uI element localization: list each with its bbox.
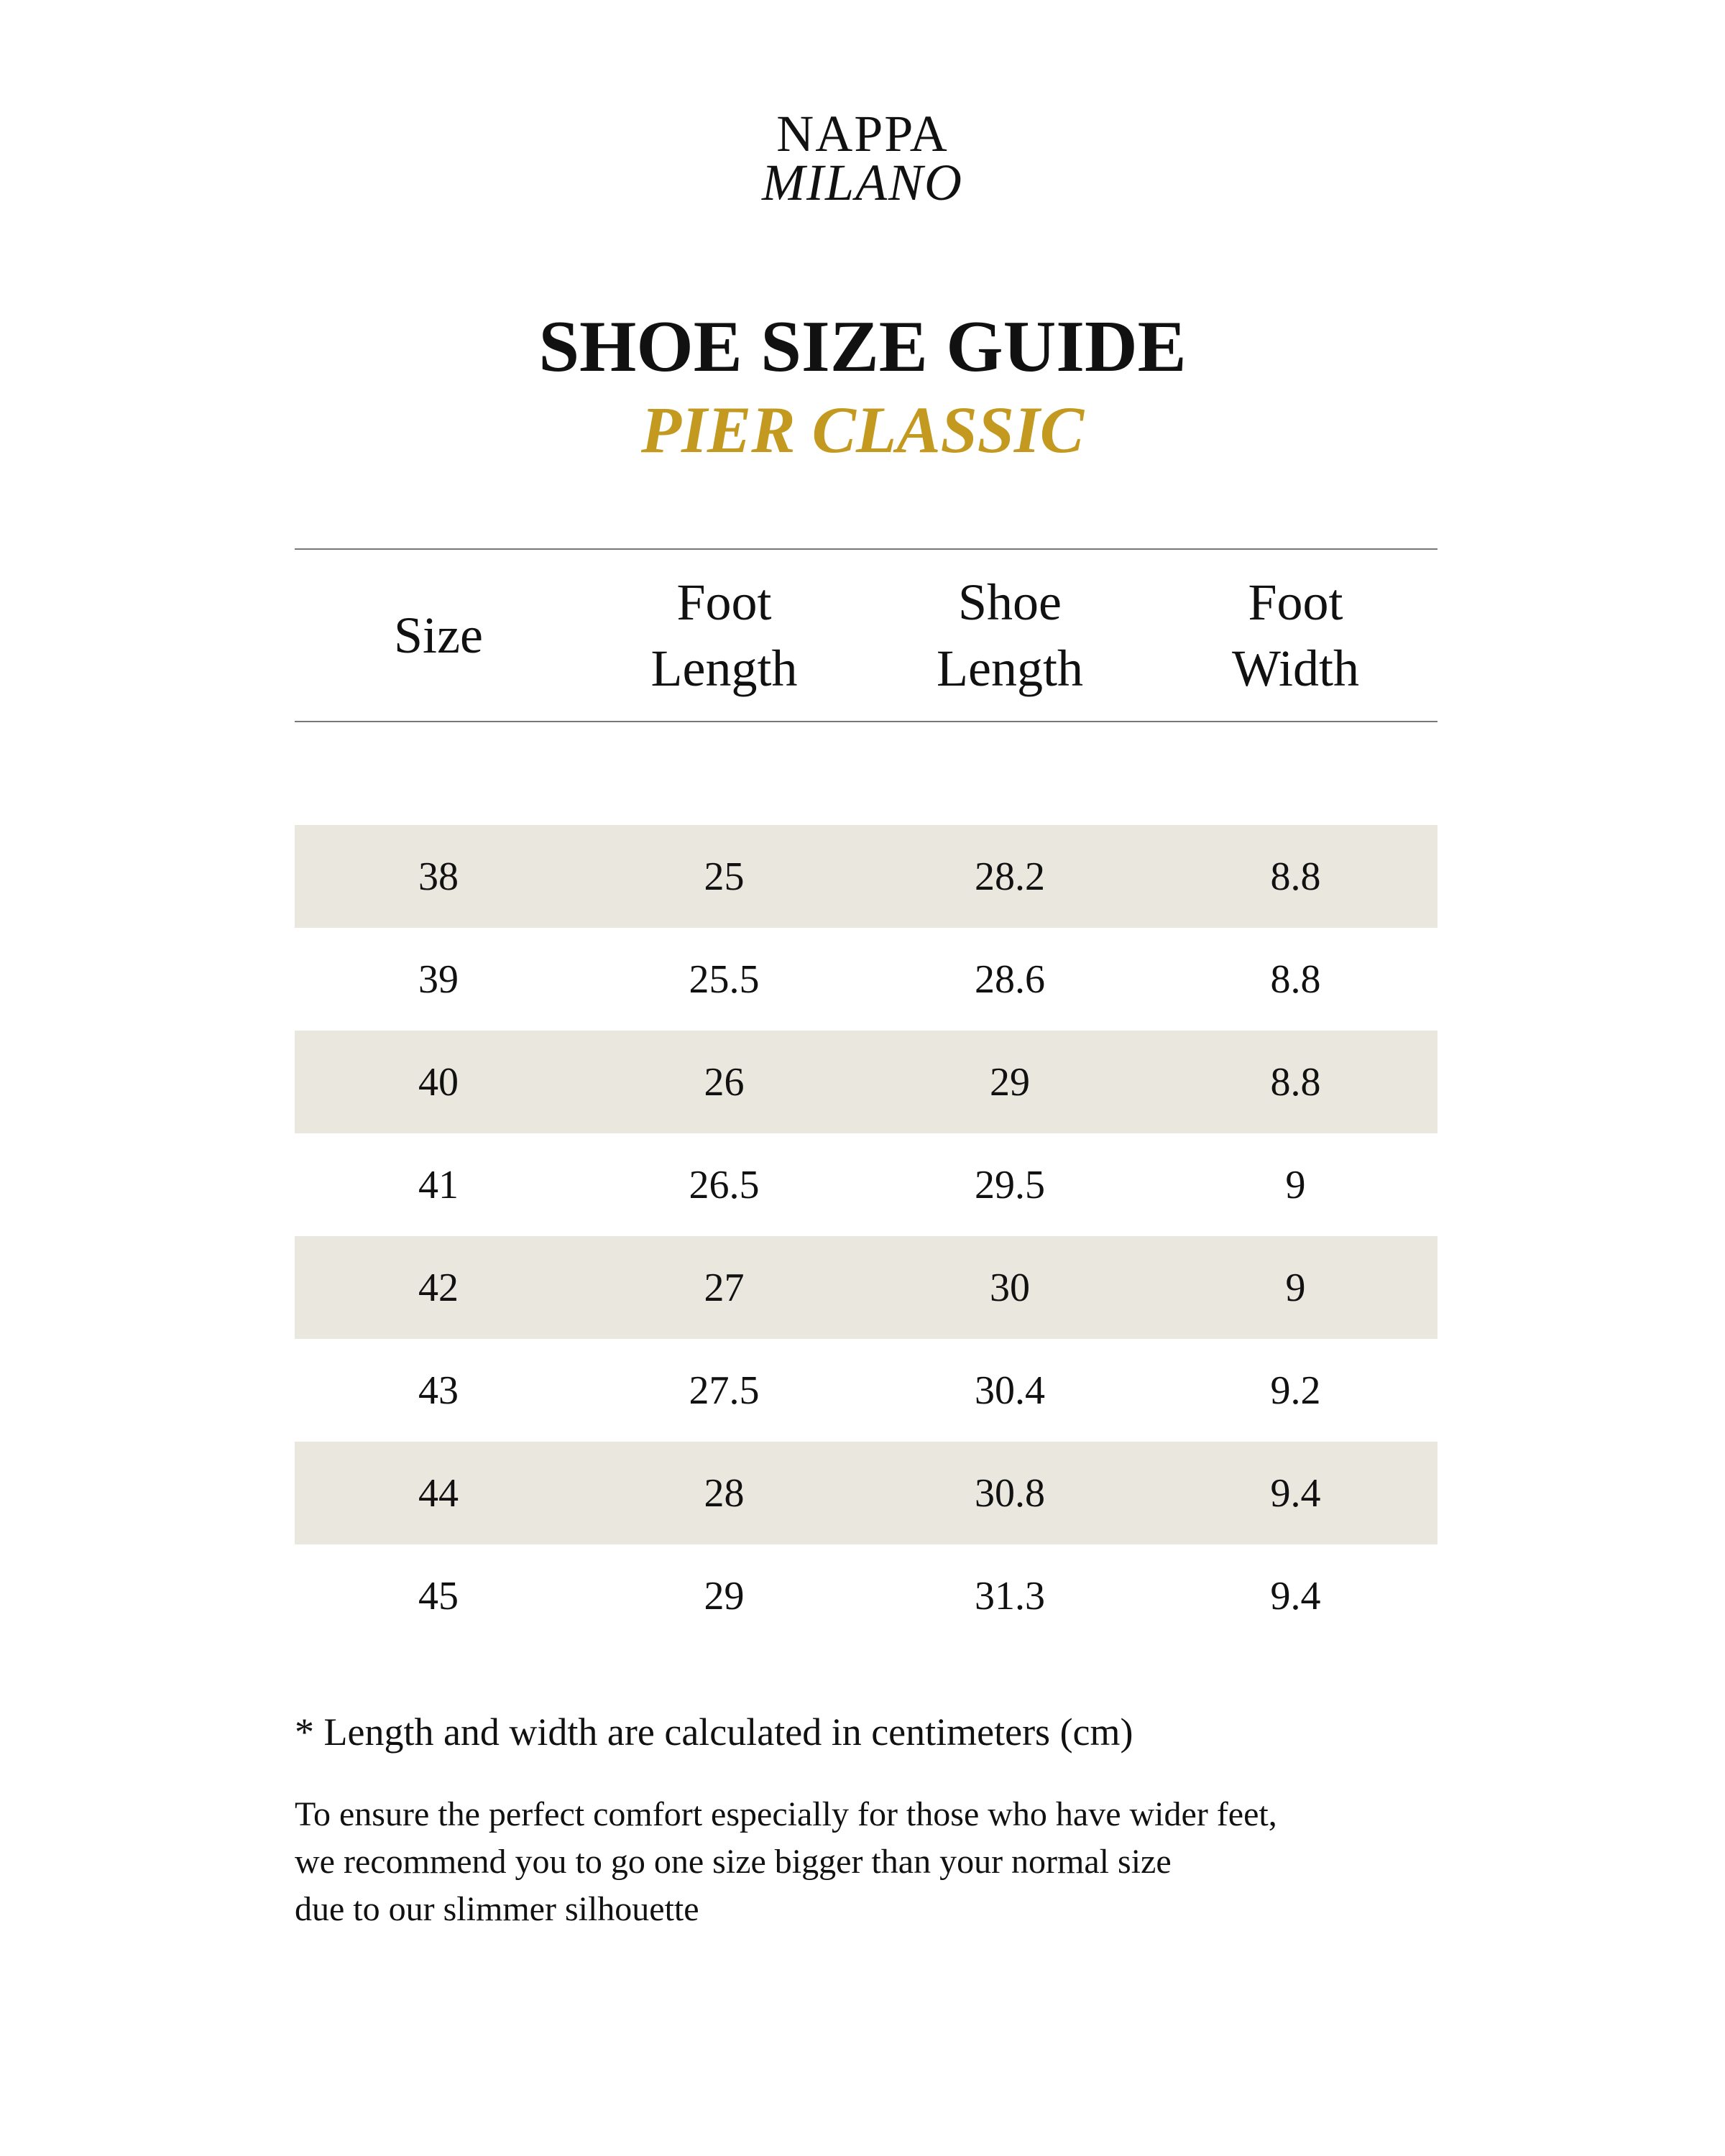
cell-foot-length: 26.5 xyxy=(689,1162,760,1207)
sizing-advice xyxy=(295,1791,1277,1933)
cell-size: 43 xyxy=(418,1368,459,1413)
cell-shoe-length: 28.6 xyxy=(975,957,1045,1002)
cell-foot-length: 29 xyxy=(704,1573,745,1618)
cell-shoe-length: 31.3 xyxy=(975,1573,1045,1618)
brand-city: MILANO xyxy=(762,154,963,211)
units-note: * Length and width are calculated in centimeters (cm) xyxy=(295,1710,1133,1754)
advice-line: To ensure the perfect comfort especially for those who have wider feet, xyxy=(295,1795,1277,1833)
header-foot-length-label: Foot Length xyxy=(650,573,798,697)
table-row xyxy=(295,1339,1438,1442)
cell-size: 42 xyxy=(418,1265,459,1310)
cell-foot-width: 8.8 xyxy=(1270,1059,1321,1105)
table-row xyxy=(295,928,1438,1031)
cell-size: 39 xyxy=(418,957,459,1002)
cell-foot-length: 25.5 xyxy=(689,957,760,1002)
advice-line: due to our slimmer silhouette xyxy=(295,1890,699,1928)
cell-foot-width: 9 xyxy=(1285,1162,1306,1207)
cell-foot-width: 9.2 xyxy=(1270,1368,1321,1413)
table-row xyxy=(295,1031,1438,1133)
cell-shoe-length: 30.8 xyxy=(975,1470,1045,1516)
header-foot-width xyxy=(1154,550,1438,721)
cell-size: 40 xyxy=(418,1059,459,1105)
product-subtitle: PIER CLASSIC xyxy=(640,393,1085,466)
cell-size: 41 xyxy=(418,1162,459,1207)
table-row xyxy=(295,1133,1438,1236)
cell-shoe-length: 28.2 xyxy=(975,854,1045,899)
size-table-body xyxy=(295,825,1438,1647)
page-title: SHOE SIZE GUIDE xyxy=(538,306,1187,387)
header-size xyxy=(295,550,582,721)
cell-foot-width: 9 xyxy=(1285,1265,1306,1310)
table-row xyxy=(295,1236,1438,1339)
cell-foot-width: 8.8 xyxy=(1270,854,1321,899)
cell-shoe-length: 30 xyxy=(990,1265,1030,1310)
cell-foot-width: 9.4 xyxy=(1270,1470,1321,1516)
brand-name: NAPPA xyxy=(776,105,949,162)
header-shoe-length xyxy=(866,550,1154,721)
header-size-label: Size xyxy=(394,607,483,664)
header-bottom-rule xyxy=(295,721,1438,722)
cell-foot-length: 27 xyxy=(704,1265,745,1310)
cell-shoe-length: 29.5 xyxy=(975,1162,1045,1207)
cell-foot-length: 25 xyxy=(704,854,745,899)
cell-foot-length: 26 xyxy=(704,1059,745,1105)
cell-foot-length: 28 xyxy=(704,1470,745,1516)
table-row xyxy=(295,1442,1438,1544)
header-foot-width-label: Foot Width xyxy=(1231,573,1360,697)
cell-shoe-length: 30.4 xyxy=(975,1368,1045,1413)
cell-shoe-length: 29 xyxy=(990,1059,1030,1105)
cell-foot-length: 27.5 xyxy=(689,1368,760,1413)
cell-foot-width: 8.8 xyxy=(1270,957,1321,1002)
cell-foot-width: 9.4 xyxy=(1270,1573,1321,1618)
cell-size: 44 xyxy=(418,1470,459,1516)
cell-size: 38 xyxy=(418,854,459,899)
table-row xyxy=(295,1544,1438,1647)
table-row xyxy=(295,825,1438,928)
table-header xyxy=(295,550,1438,721)
header-shoe-length-label: Shoe Length xyxy=(937,573,1083,697)
header-foot-length xyxy=(582,550,866,721)
advice-line: we recommend you to go one size bigger than your normal size xyxy=(295,1843,1172,1881)
cell-size: 45 xyxy=(418,1573,459,1618)
